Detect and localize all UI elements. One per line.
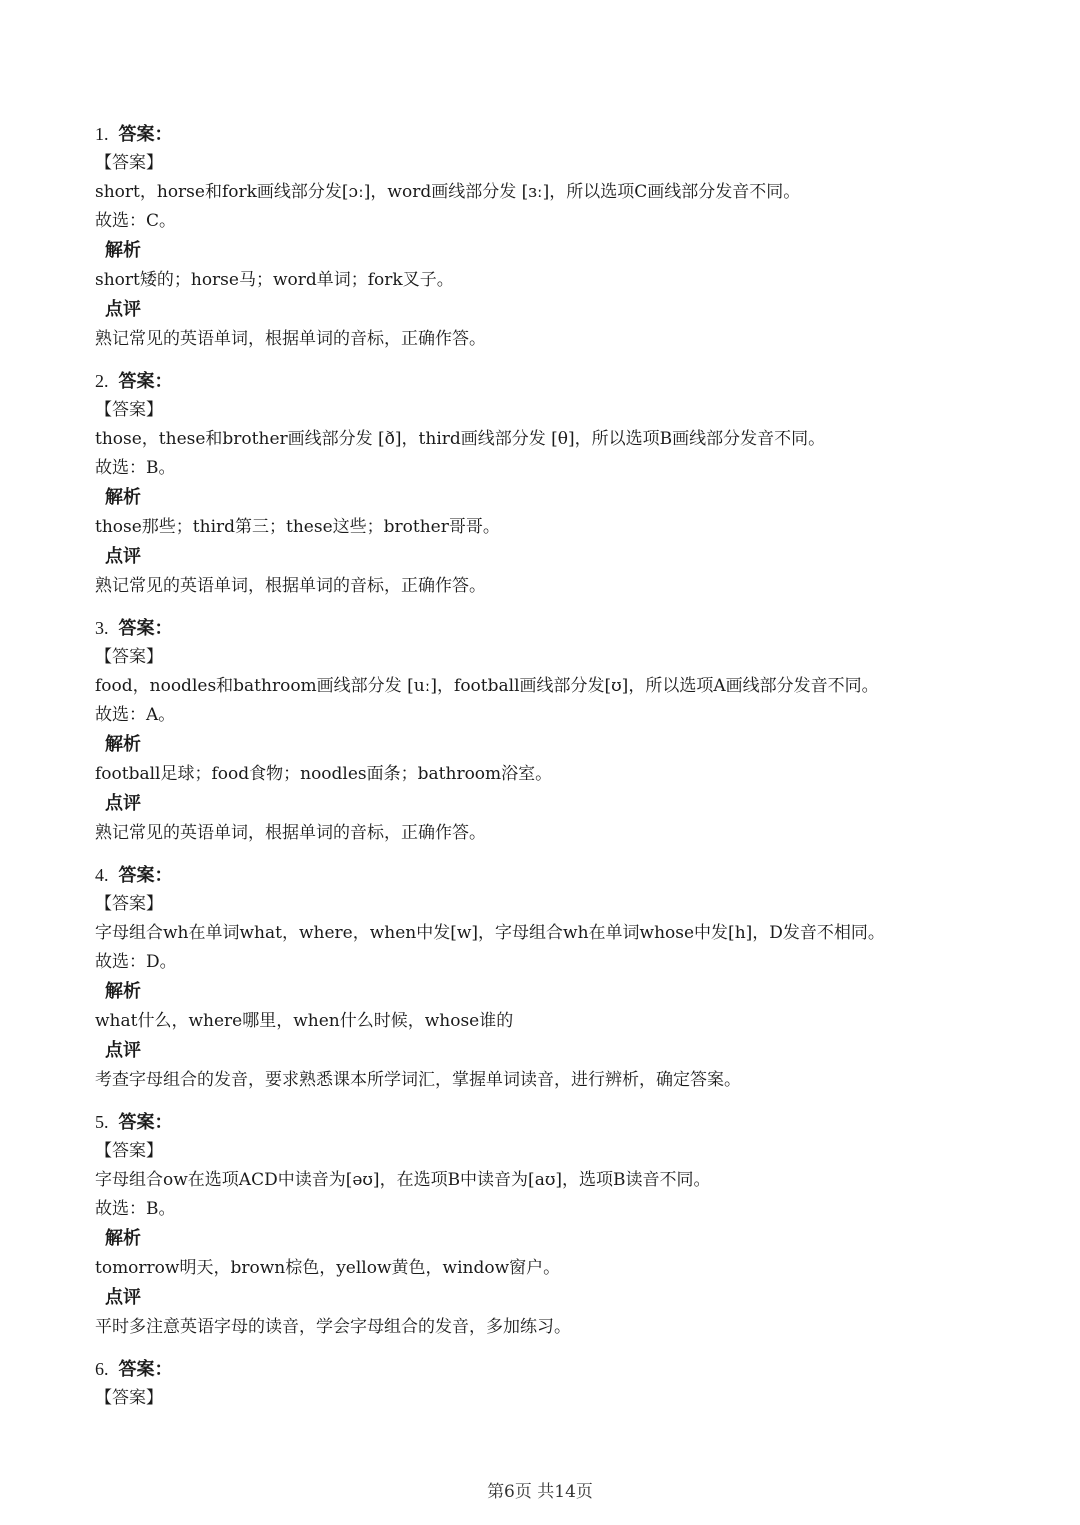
comment-label: 点评 <box>105 1040 141 1061</box>
question-title <box>95 120 995 149</box>
answer-label: 【答案】 <box>95 1141 163 1161</box>
question-3 <box>95 614 995 848</box>
question-5 <box>95 1108 995 1342</box>
comment-label: 点评 <box>105 793 141 814</box>
question-number: 1. <box>95 124 109 144</box>
answer-text: 字母组合wh在单词what，where，when中发[w]，字母组合wh在单词whose中发[h]，D发音不相同。 <box>95 923 885 943</box>
comment-text: 平时多注意英语字母的读音，学会字母组合的发音，多加练习。 <box>95 1317 571 1337</box>
comment-label: 点评 <box>105 1287 141 1308</box>
question-heading: 答案： <box>118 1359 173 1380</box>
question-2 <box>95 367 995 601</box>
question-heading: 答案： <box>118 618 173 639</box>
answer-choice: 故选：B。 <box>95 458 176 478</box>
answer-label: 【答案】 <box>95 1388 163 1408</box>
question-number: 2. <box>95 371 109 391</box>
analysis-text: tomorrow明天，brown棕色，yellow黄色，window窗户。 <box>95 1258 561 1278</box>
comment-text: 考查字母组合的发音，要求熟悉课本所学词汇，掌握单词读音，进行辨析，确定答案。 <box>95 1070 741 1090</box>
analysis-text: football足球；food食物；noodles面条；bathroom浴室。 <box>95 764 553 784</box>
analysis-text: short矮的；horse马；word单词；fork叉子。 <box>95 270 454 290</box>
comment-label: 点评 <box>105 299 141 320</box>
answer-text: food，noodles和bathroom画线部分发 [uː]，football画线部分发[ʊ]，所以选项A画线部分发音不同。 <box>95 676 879 696</box>
analysis-label: 解析 <box>105 734 141 755</box>
question-title <box>95 861 995 890</box>
question-number: 5. <box>95 1112 109 1132</box>
question-title <box>95 1108 995 1137</box>
question-title <box>95 367 995 396</box>
question-number: 4. <box>95 865 109 885</box>
question-4 <box>95 861 995 1095</box>
answer-choice: 故选：A。 <box>95 705 176 725</box>
question-1 <box>95 120 995 354</box>
analysis-label: 解析 <box>105 240 141 261</box>
question-6 <box>95 1355 995 1413</box>
analysis-label: 解析 <box>105 981 141 1002</box>
answer-label: 【答案】 <box>95 153 163 173</box>
answer-choice: 故选：D。 <box>95 952 177 972</box>
comment-text: 熟记常见的英语单词，根据单词的音标，正确作答。 <box>95 576 486 596</box>
analysis-label: 解析 <box>105 1228 141 1249</box>
answer-label: 【答案】 <box>95 894 163 914</box>
question-number: 3. <box>95 618 109 638</box>
comment-label: 点评 <box>105 546 141 567</box>
analysis-text: what什么，where哪里，when什么时候，whose谁的 <box>95 1011 514 1031</box>
analysis-label: 解析 <box>105 487 141 508</box>
answer-document <box>95 120 995 1426</box>
answer-text: short，horse和fork画线部分发[ɔː]，word画线部分发 [ɜː]，所以选项C画线部分发音不同。 <box>95 182 801 202</box>
question-heading: 答案： <box>118 865 173 886</box>
question-number: 6. <box>95 1359 109 1379</box>
answer-choice: 故选：C。 <box>95 211 177 231</box>
question-heading: 答案： <box>118 124 173 145</box>
answer-choice: 故选：B。 <box>95 1199 176 1219</box>
comment-text: 熟记常见的英语单词，根据单词的音标，正确作答。 <box>95 329 486 349</box>
question-title <box>95 614 995 643</box>
answer-label: 【答案】 <box>95 400 163 420</box>
question-heading: 答案： <box>118 1112 173 1133</box>
page-footer: 第6页 共14页 <box>487 1482 593 1502</box>
answer-text: 字母组合ow在选项ACD中读音为[əʊ]，在选项B中读音为[aʊ]，选项B读音不同。 <box>95 1170 711 1190</box>
question-title <box>95 1355 995 1384</box>
comment-text: 熟记常见的英语单词，根据单词的音标，正确作答。 <box>95 823 486 843</box>
answer-text: those，these和brother画线部分发 [ð]，third画线部分发 [θ]，所以选项B画线部分发音不同。 <box>95 429 826 449</box>
question-heading: 答案： <box>118 371 173 392</box>
answer-label: 【答案】 <box>95 647 163 667</box>
analysis-text: those那些；third第三；these这些；brother哥哥。 <box>95 517 500 537</box>
